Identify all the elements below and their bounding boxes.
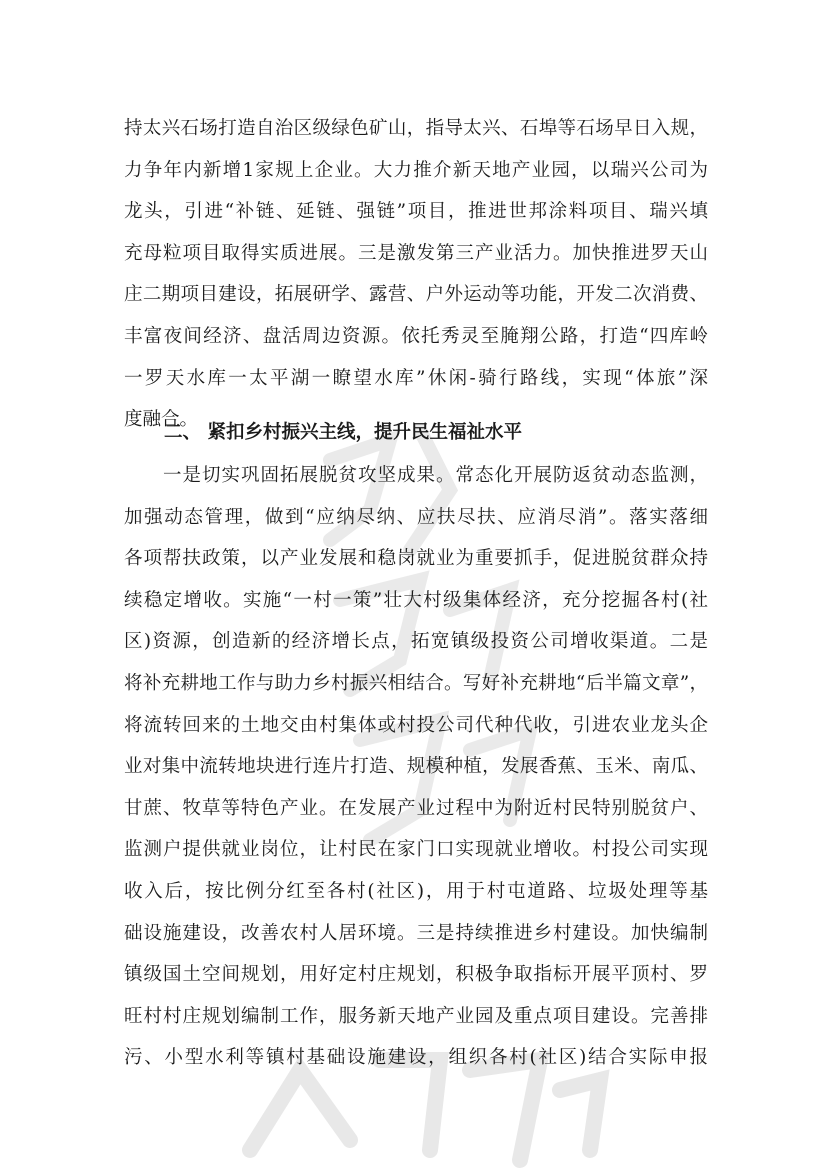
paragraph-2-line: 础设施建设，改善农村人居环境。三是持续推进乡村建设。加快编制 xyxy=(124,922,708,944)
paragraph-2-line: 监测户提供就业岗位，让村民在家门口实现就业增收。村投公司实现 xyxy=(124,839,708,861)
paragraph-2-line: 收入后，按比例分红至各村(社区)，用于村屯道路、垃圾处理等基 xyxy=(124,880,708,902)
paragraph-1 xyxy=(124,108,708,441)
paragraph-1-line: 持太兴石场打造自治区级绿色矿山，指导太兴、石埠等石场早日入规， xyxy=(124,118,708,139)
paragraph-1-line: 度融合。 xyxy=(124,409,199,431)
paragraph-2-line: 续稳定增收。实施“一村一策”壮大村级集体经济，充分挖掘各村(社 xyxy=(124,589,708,611)
paragraph-1-line: 力争年内新增1家规上企业。大力推介新天地产业园，以瑞兴公司为 xyxy=(124,159,708,181)
paragraph-2-line: 将流转回来的土地交由村集体或村投公司代种代收，引进农业龙头企 xyxy=(124,714,708,736)
paragraph-2 xyxy=(124,455,708,1079)
paragraph-2-line: 甘蔗、牧草等特色产业。在发展产业过程中为附近村民特别脱贫户、 xyxy=(124,797,708,819)
paragraph-1-line: 丰富夜间经济、盘活周边资源。依托秀灵至腌翔公路，打造“四库岭 xyxy=(124,325,708,347)
paragraph-1-line: 充母粒项目取得实质进展。三是激发第三产业活力。加快推进罗天山 xyxy=(124,242,708,264)
paragraph-2-line: 镇级国土空间规划，用好定村庄规划，积极争取指标开展平顶村、罗 xyxy=(124,964,708,986)
paragraph-2-line: 污、小型水利等镇村基础设施建设，组织各村(社区)结合实际申报 xyxy=(124,1047,708,1069)
paragraph-1-line: 一罗天水库一太平湖一瞭望水库”休闲-骑行路线，实现“体旅”深 xyxy=(124,367,708,389)
paragraph-2-line: 将补充耕地工作与助力乡村振兴相结合。写好补充耕地“后半篇文章”， xyxy=(124,672,708,694)
paragraph-2-line: 区)资源，创造新的经济增长点，拓宽镇级投资公司增收渠道。二是 xyxy=(124,631,708,653)
section-heading: 二、 紧扣乡村振兴主线，提升民生福祉水平 xyxy=(164,422,522,443)
paragraph-1-line: 庄二期项目建设，拓展研学、露营、户外运动等功能，开发二次消费、 xyxy=(124,284,708,306)
paragraph-2-line: 业对集中流转地块进行连片打造、规模种植，发展香蕉、玉米、南瓜、 xyxy=(124,756,708,778)
paragraph-2-line: 加强动态管理，做到“应纳尽纳、应扶尽扶、应消尽消”。落实落细 xyxy=(124,506,708,528)
paragraph-2-line: 旺村村庄规划编制工作，服务新天地产业园及重点项目建设。完善排 xyxy=(124,1005,708,1027)
paragraph-2-line: 一是切实巩固拓展脱贫攻坚成果。常态化开展防返贫动态监测， xyxy=(124,465,708,486)
paragraph-1-line: 龙头，引进“补链、延链、强链”项目，推进世邦涂料项目、瑞兴填 xyxy=(124,201,708,223)
paragraph-2-line: 各项帮扶政策，以产业发展和稳岗就业为重要抓手，促进脱贫群众持 xyxy=(124,548,708,570)
